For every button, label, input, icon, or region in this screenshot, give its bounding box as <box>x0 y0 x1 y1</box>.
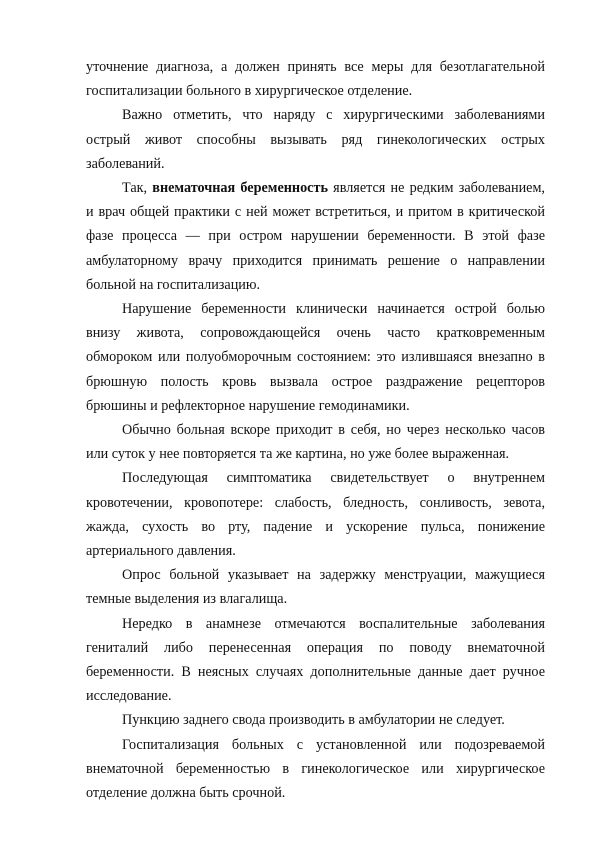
paragraph-ectopic-intro: Так, <box>122 180 153 197</box>
paragraph-ectopic-rest: является не редким заболеванием, и врач общей практики с ней может встретиться, и притом в критической фазе процесса — при остром нарушении беременности. В этой фазе амбулаторному врачу приходится принимать решение о направлении больной на госпитализацию. <box>86 180 545 293</box>
paragraph-puncture: Пункцию заднего свода производить в амбулатории не следует. <box>122 712 505 729</box>
paragraph-gynecological-causes: Важно отметить, что наряду с хирургическими заболеваниями острый живот способны вызывать ряд гинекологических острых заболеваний. <box>86 107 545 172</box>
paragraph-anamnesis: Опрос больной указывает на задержку менструации, мажущиеся темные выделения из влагалища. <box>86 567 545 608</box>
paragraph-symptoms: Последующая симптоматика свидетельствует о внутреннем кровотечении, кровопотере: слабость, бледность, сонливость, зевота, жажда, сухость во рту, падение и ускорение пульса, понижение артериального давления. <box>86 470 545 560</box>
body-text <box>86 55 545 805</box>
paragraph-continuation: уточнение диагноза, а должен принять все меры для безотлагательной госпитализации больного в хирургическое отделение. <box>86 59 545 100</box>
paragraph-history: Нередко в анамнезе отмечаются воспалительные заболевания гениталий либо перенесенная операция по поводу внематочной беременности. В неясных случаях дополнительные данные дает ручное исследование. <box>86 615 545 705</box>
paragraph-ectopic-pregnancy <box>86 176 545 297</box>
paragraph-recurrence: Обычно больная вскоре приходит в себя, но через несколько часов или суток у нее повторяется та же картина, но уже более выраженная. <box>86 422 545 463</box>
paragraph-clinical-onset: Нарушение беременности клинически начинается острой болью внизу живота, сопровождающейся очень часто кратковременным обмороком или полуобморочным состоянием: это излившаяся внезапно в брюшную полость кровь вызвала острое раздражение рецепторов брюшины и рефлекторное нарушение гемодинамики. <box>86 301 545 414</box>
ectopic-pregnancy-term: внематочная беременность <box>152 180 328 197</box>
paragraph-hospitalization: Госпитализация больных с установленной или подозреваемой внематочной беременностью в гинекологическое или хирургическое отделение должна быть срочной. <box>86 736 545 802</box>
